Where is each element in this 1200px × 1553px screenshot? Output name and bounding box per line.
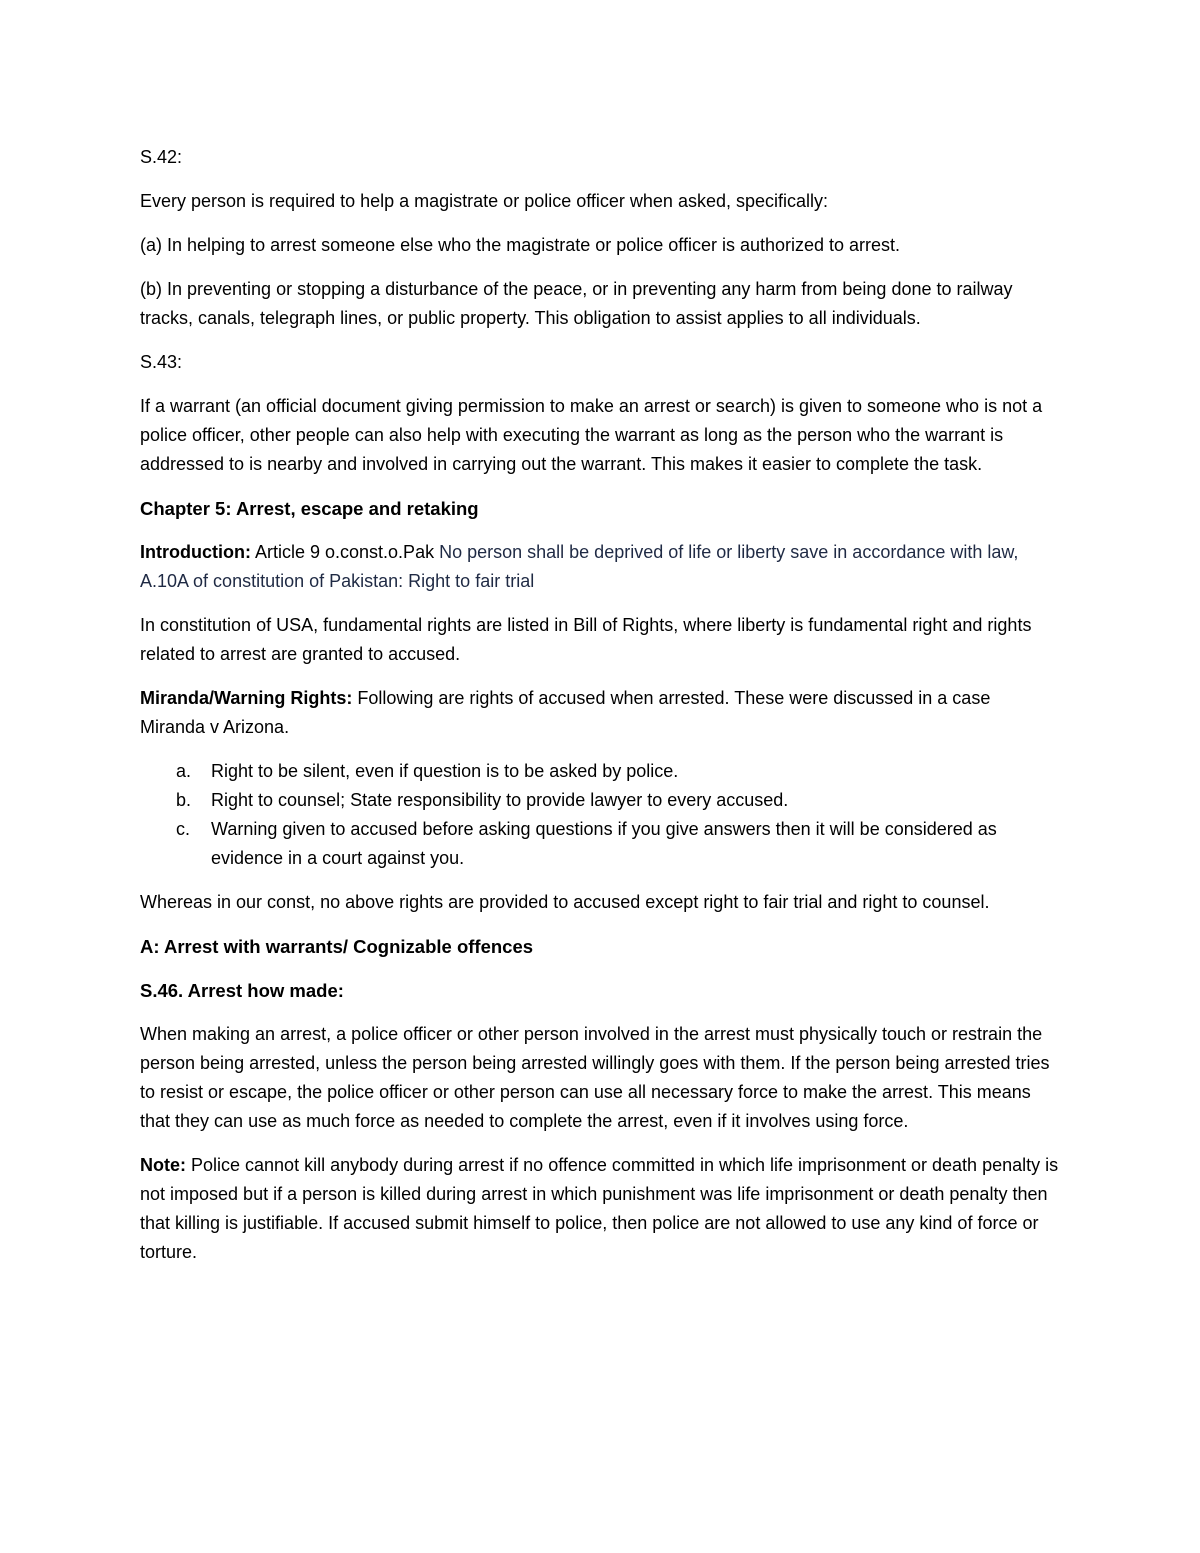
list-marker: b. — [176, 790, 192, 810]
list-item — [140, 757, 1060, 786]
note-paragraph — [140, 1151, 1060, 1267]
s46-heading: S.46. Arrest how made: — [140, 980, 344, 1001]
chapter-5-title: Chapter 5: Arrest, escape and retaking — [140, 498, 479, 519]
introduction-text: No person shall be deprived of life or liberty save in accordance with law, A.10A of constitution of Pakistan: Right to fair trial — [140, 542, 1019, 591]
s42-item-b: (b) In preventing or stopping a disturbance of the peace, or in preventing any harm from being done to railway tracks, canals, telegraph lines, or public property. This obligation to assist applies to all individuals. — [140, 279, 1013, 328]
s46-text: When making an arrest, a police officer or other person involved in the arrest must physically touch or restrain the person being arrested, unless the person being arrested willingly goes with them. If the person being arrested tries to resist or escape, the police officer or other person can use all necessary force to make the arrest. This means that they can use as much force as needed to complete the arrest, even if it involves using force. — [140, 1024, 1050, 1131]
s42-item-a: (a) In helping to arrest someone else who the magistrate or police officer is authorized to arrest. — [140, 235, 901, 255]
note-text: Police cannot kill anybody during arrest if no offence committed in which life imprisonment or death penalty is not imposed but if a person is killed during arrest in which punishment was life imprisonment or death penalty then that killing is justifiable. If accused submit himself to police, then police are not allowed to use any kind of force or torture. — [140, 1155, 1059, 1262]
miranda-text: Following are rights of accused when arrested. These were discussed in a case Miranda v Arizona. — [140, 688, 991, 737]
list-marker: c. — [176, 819, 191, 839]
introduction-paragraph — [140, 538, 1060, 596]
rights-list — [140, 757, 1060, 873]
s42-intro: Every person is required to help a magistrate or police officer when asked, specifically: — [140, 191, 829, 211]
list-item-text: Right to be silent, even if question is to be asked by police. — [211, 761, 679, 781]
list-item — [140, 815, 1060, 873]
introduction-label: Introduction: — [140, 542, 251, 562]
section-a-title: A: Arrest with warrants/ Cognizable offences — [140, 936, 534, 957]
usa-paragraph: In constitution of USA, fundamental rights are listed in Bill of Rights, where liberty is fundamental right and rights related to arrest are granted to accused. — [140, 615, 1032, 664]
miranda-label: Miranda/Warning Rights: — [140, 688, 353, 708]
s43-text: If a warrant (an official document giving permission to make an arrest or search) is given to someone who is not a police officer, other people can also help with executing the warrant as long as the person who the warrant is addressed to is nearby and involved in carrying out the warrant. This makes it easier to complete the task. — [140, 396, 1043, 474]
whereas-paragraph: Whereas in our const, no above rights are provided to accused except right to fair trial and right to counsel. — [140, 892, 990, 912]
list-item-text: Warning given to accused before asking questions if you give answers then it will be considered as evidence in a court against you. — [211, 819, 997, 868]
list-item — [140, 786, 1060, 815]
introduction-article: Article 9 o.const.o.Pak — [250, 542, 440, 562]
note-label: Note: — [140, 1155, 186, 1175]
s43-heading: S.43: — [140, 352, 183, 372]
list-item-text: Right to counsel; State responsibility to provide lawyer to every accused. — [211, 790, 789, 810]
s42-heading: S.42: — [140, 147, 183, 167]
list-marker: a. — [176, 761, 192, 781]
miranda-paragraph — [140, 684, 1060, 742]
